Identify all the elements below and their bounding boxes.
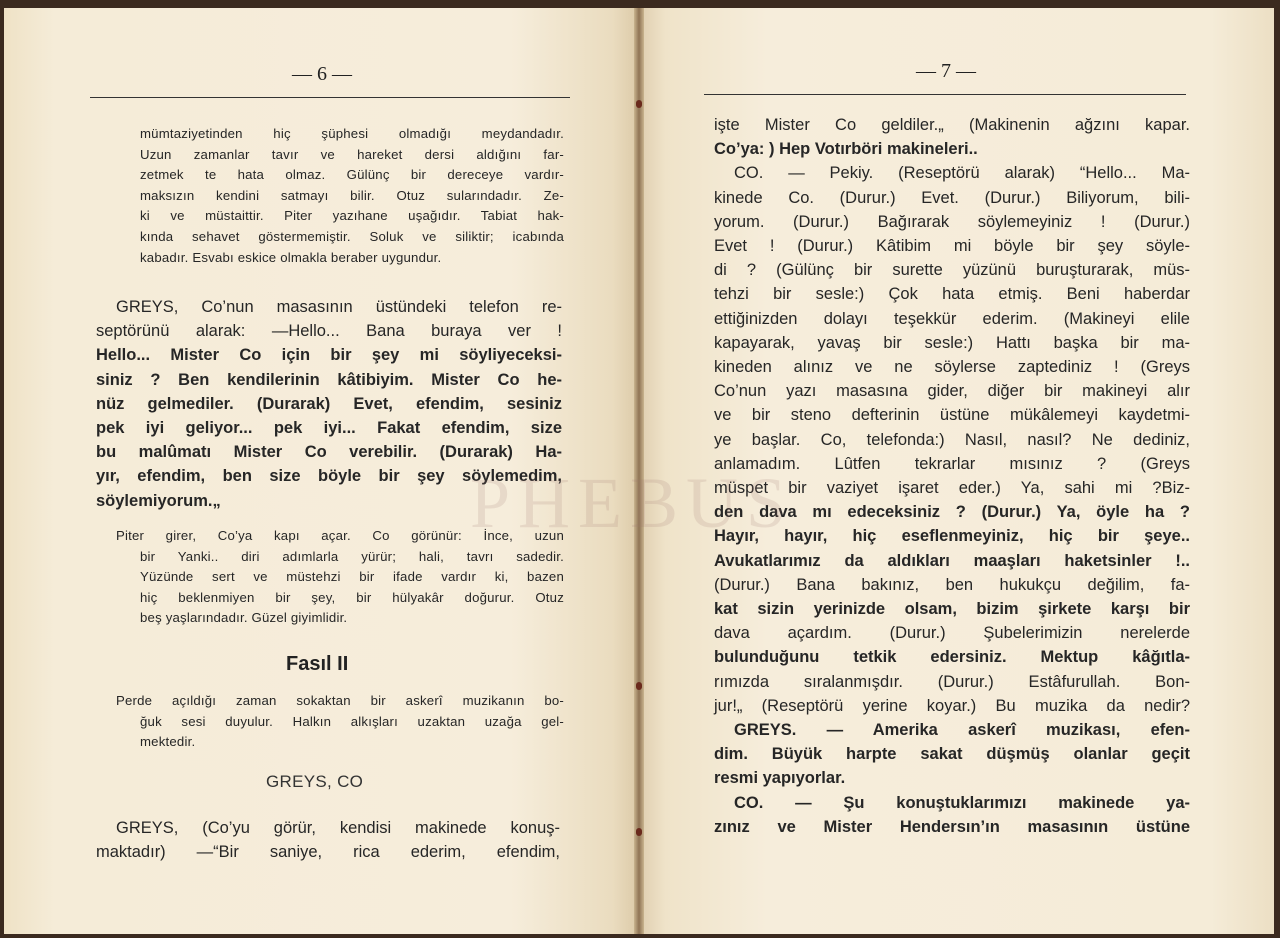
text-line: zetmek te hata olmaz. Gülünç bir dereceye vardır- [140, 167, 564, 183]
text-line: bir Yanki.. diri adımlarla yürür; hali, tavrı sadedir. [140, 548, 564, 564]
text-line: dava açardım. (Durur.) Şubelerimizin nerelerde [714, 624, 1190, 643]
text-line: işte Mister Co geldiler.„ (Makinenin ağzını kapar. [714, 116, 1190, 134]
text-line: mümtaziyetinden hiç şüphesi olmadığı meydandadır. [140, 126, 564, 141]
text-line: siniz ? Ben kendilerinin kâtibiyim. Mister Co he- [96, 370, 562, 389]
text-line: beş yaşlarındadır. Güzel giyimlidir. [140, 610, 348, 626]
page-number-left: — 6 — [292, 63, 352, 85]
text-line: CO. — Şu konuştuklarımızı makinede ya- [734, 793, 1190, 812]
text-line: jur!„ (Reseptörü yerine koyar.) Bu muzika da nedir? [714, 696, 1190, 715]
text-line: söylemiyorum.„ [96, 491, 221, 510]
text-line: Hello... Mister Co için bir şey mi söyliyeceksi- [96, 346, 562, 365]
text-line: maktadır) —“Bir saniye, rica ederim, efendim, [96, 843, 560, 862]
text-line: kapayarak, yavaş bir sesle:) Hattı başka bir ma- [714, 333, 1190, 352]
text-line: müspet bir vaziyet işaret eder.) Ya, sahi mi ?Biz- [714, 479, 1190, 498]
text-line: Co’nun yazı masasına gider, diğer bir makineyi alır [714, 382, 1190, 401]
text-line: mektedir. [140, 734, 196, 750]
text-line: resmi yapıyorlar. [714, 769, 846, 788]
text-line: ye başlar. Co, telefonda:) Nasıl, nasıl? Ne dediniz, [714, 430, 1190, 449]
act-heading: Fasıl II [286, 653, 349, 675]
text-line: zınız ve Mister Hendersın’ın masasının üstüne [714, 817, 1190, 836]
text-line: pek iyi geliyor... pek iyi... Fakat efendim, size [96, 419, 562, 438]
header-rule-right [704, 94, 1186, 95]
text-line: hiç beklenmiyen bir şey, bir hülyakâr doğurur. Otuz [140, 589, 564, 605]
binding-stitch [636, 100, 642, 108]
text-line: di ? (Gülünç bir surette yüzünü buruşturarak, müs- [714, 261, 1190, 280]
act-stage-direction [116, 691, 564, 753]
text-line: nüz gelmediler. (Durarak) Evet, efendim, sesiniz [96, 394, 562, 413]
text-line: rımızda sıralanmışdır. (Durur.) Estâfurullah. Bon- [714, 672, 1190, 691]
text-line: Perde açıldığı zaman sokaktan bir askerî muzikanın bo- [116, 693, 564, 708]
text-line: Uzun zamanlar tavır ve hareket dersi aldığını far- [140, 146, 564, 162]
text-line: Piter girer, Co’ya kapı açar. Co görünür: İnce, uzun [116, 528, 564, 543]
text-line: (Durur.) Bana bakınız, ben hukukçu değilim, fa- [714, 575, 1190, 594]
text-line: dim. Büyük harpte sakat düşmüş olanlar geçit [714, 745, 1190, 764]
text-line: bulunduğunu tetkik edersiniz. Mektup kâğıtla- [714, 648, 1190, 667]
text-line: GREYS. — Amerika askerî muzikası, efen- [734, 721, 1190, 740]
header-rule-left [90, 97, 570, 98]
text-line: CO. — Pekiy. (Reseptörü alarak) “Hello... Ma- [734, 164, 1190, 183]
page-number-right: — 7 — [916, 60, 976, 82]
text-line: ettiğinizden dolayı teşekkür ederim. (Makineyi elile [714, 309, 1190, 328]
binding-stitch [636, 828, 642, 836]
text-line: yır, efendim, ben size böyle bir şey söylemedim, [96, 467, 562, 486]
text-line: kat sizin yerinizde olsam, bizim şirkete karşı bir [714, 600, 1190, 619]
text-line: maksızın kendini satmayı bilir. Otuz sularındadır. Ze- [140, 187, 564, 203]
text-line: GREYS, (Co’yu görür, kendisi makinede konuş- [116, 819, 560, 837]
text-line: ğuk sesi duyulur. Halkın alkışları uzaktan uzağa gel- [140, 713, 564, 729]
text-line: den dava mı edeceksiniz ? (Durur.) Ya, öyle ha ? [714, 503, 1190, 522]
text-line: Co’ya: ) Hep Votırböri makineleri.. [714, 140, 978, 159]
text-line: anlamadım. Lûtfen tekrarlar mısınız ? (Greys [714, 454, 1190, 473]
text-line: kabadır. Esvabı eskice olmakla beraber uygundur. [140, 249, 442, 265]
binding-stitch [636, 682, 642, 690]
watermark: PHEBUS [470, 463, 795, 543]
text-line: Yüzünde sert ve müstehzi bir ifade vardır ki, bazen [140, 569, 564, 585]
text-line: ve bir steno defterinin üstüne mükâlemeyi kaydetmi- [714, 406, 1190, 425]
text-line: Evet ! (Durur.) Kâtibim mi böyle bir şey söyle- [714, 237, 1190, 256]
characters-on-stage: GREYS, CO [266, 772, 364, 791]
text-line: Hayır, hayır, hiç eseflenmeyiniz, hiç bir şeye.. [714, 527, 1190, 546]
text-line: kineden alınız ve ne söylerse zaptediniz ! (Greys [714, 358, 1190, 377]
text-line: bu malûmatı Mister Co verebilir. (Durarak) Ha- [96, 443, 562, 462]
text-line: GREYS, Co’nun masasının üstündeki telefon re- [116, 298, 562, 316]
text-line: kında sehavet göstermemiştir. Soluk ve siliktir; icabında [140, 228, 564, 244]
text-line: kinede Co. (Durur.) Evet. (Durur.) Biliyorum, bili- [714, 188, 1190, 207]
text-line: tehzi bir sesle:) Çok hata etmiş. Beni haberdar [714, 285, 1190, 304]
text-line: Avukatlarımız da aldıkları maaşları haketsinler !.. [714, 551, 1190, 570]
text-line: septörünü alarak: —Hello... Bana buraya ver ! [96, 322, 562, 341]
greys-answers [96, 816, 560, 864]
text-line: yorum. (Durur.) Bağırarak söylemeyiniz ! (Durur.) [714, 212, 1190, 231]
character-description [140, 124, 564, 268]
text-line: ki ve müstaittir. Piter yazıhane uşağıdır. Tabiat hak- [140, 208, 564, 224]
